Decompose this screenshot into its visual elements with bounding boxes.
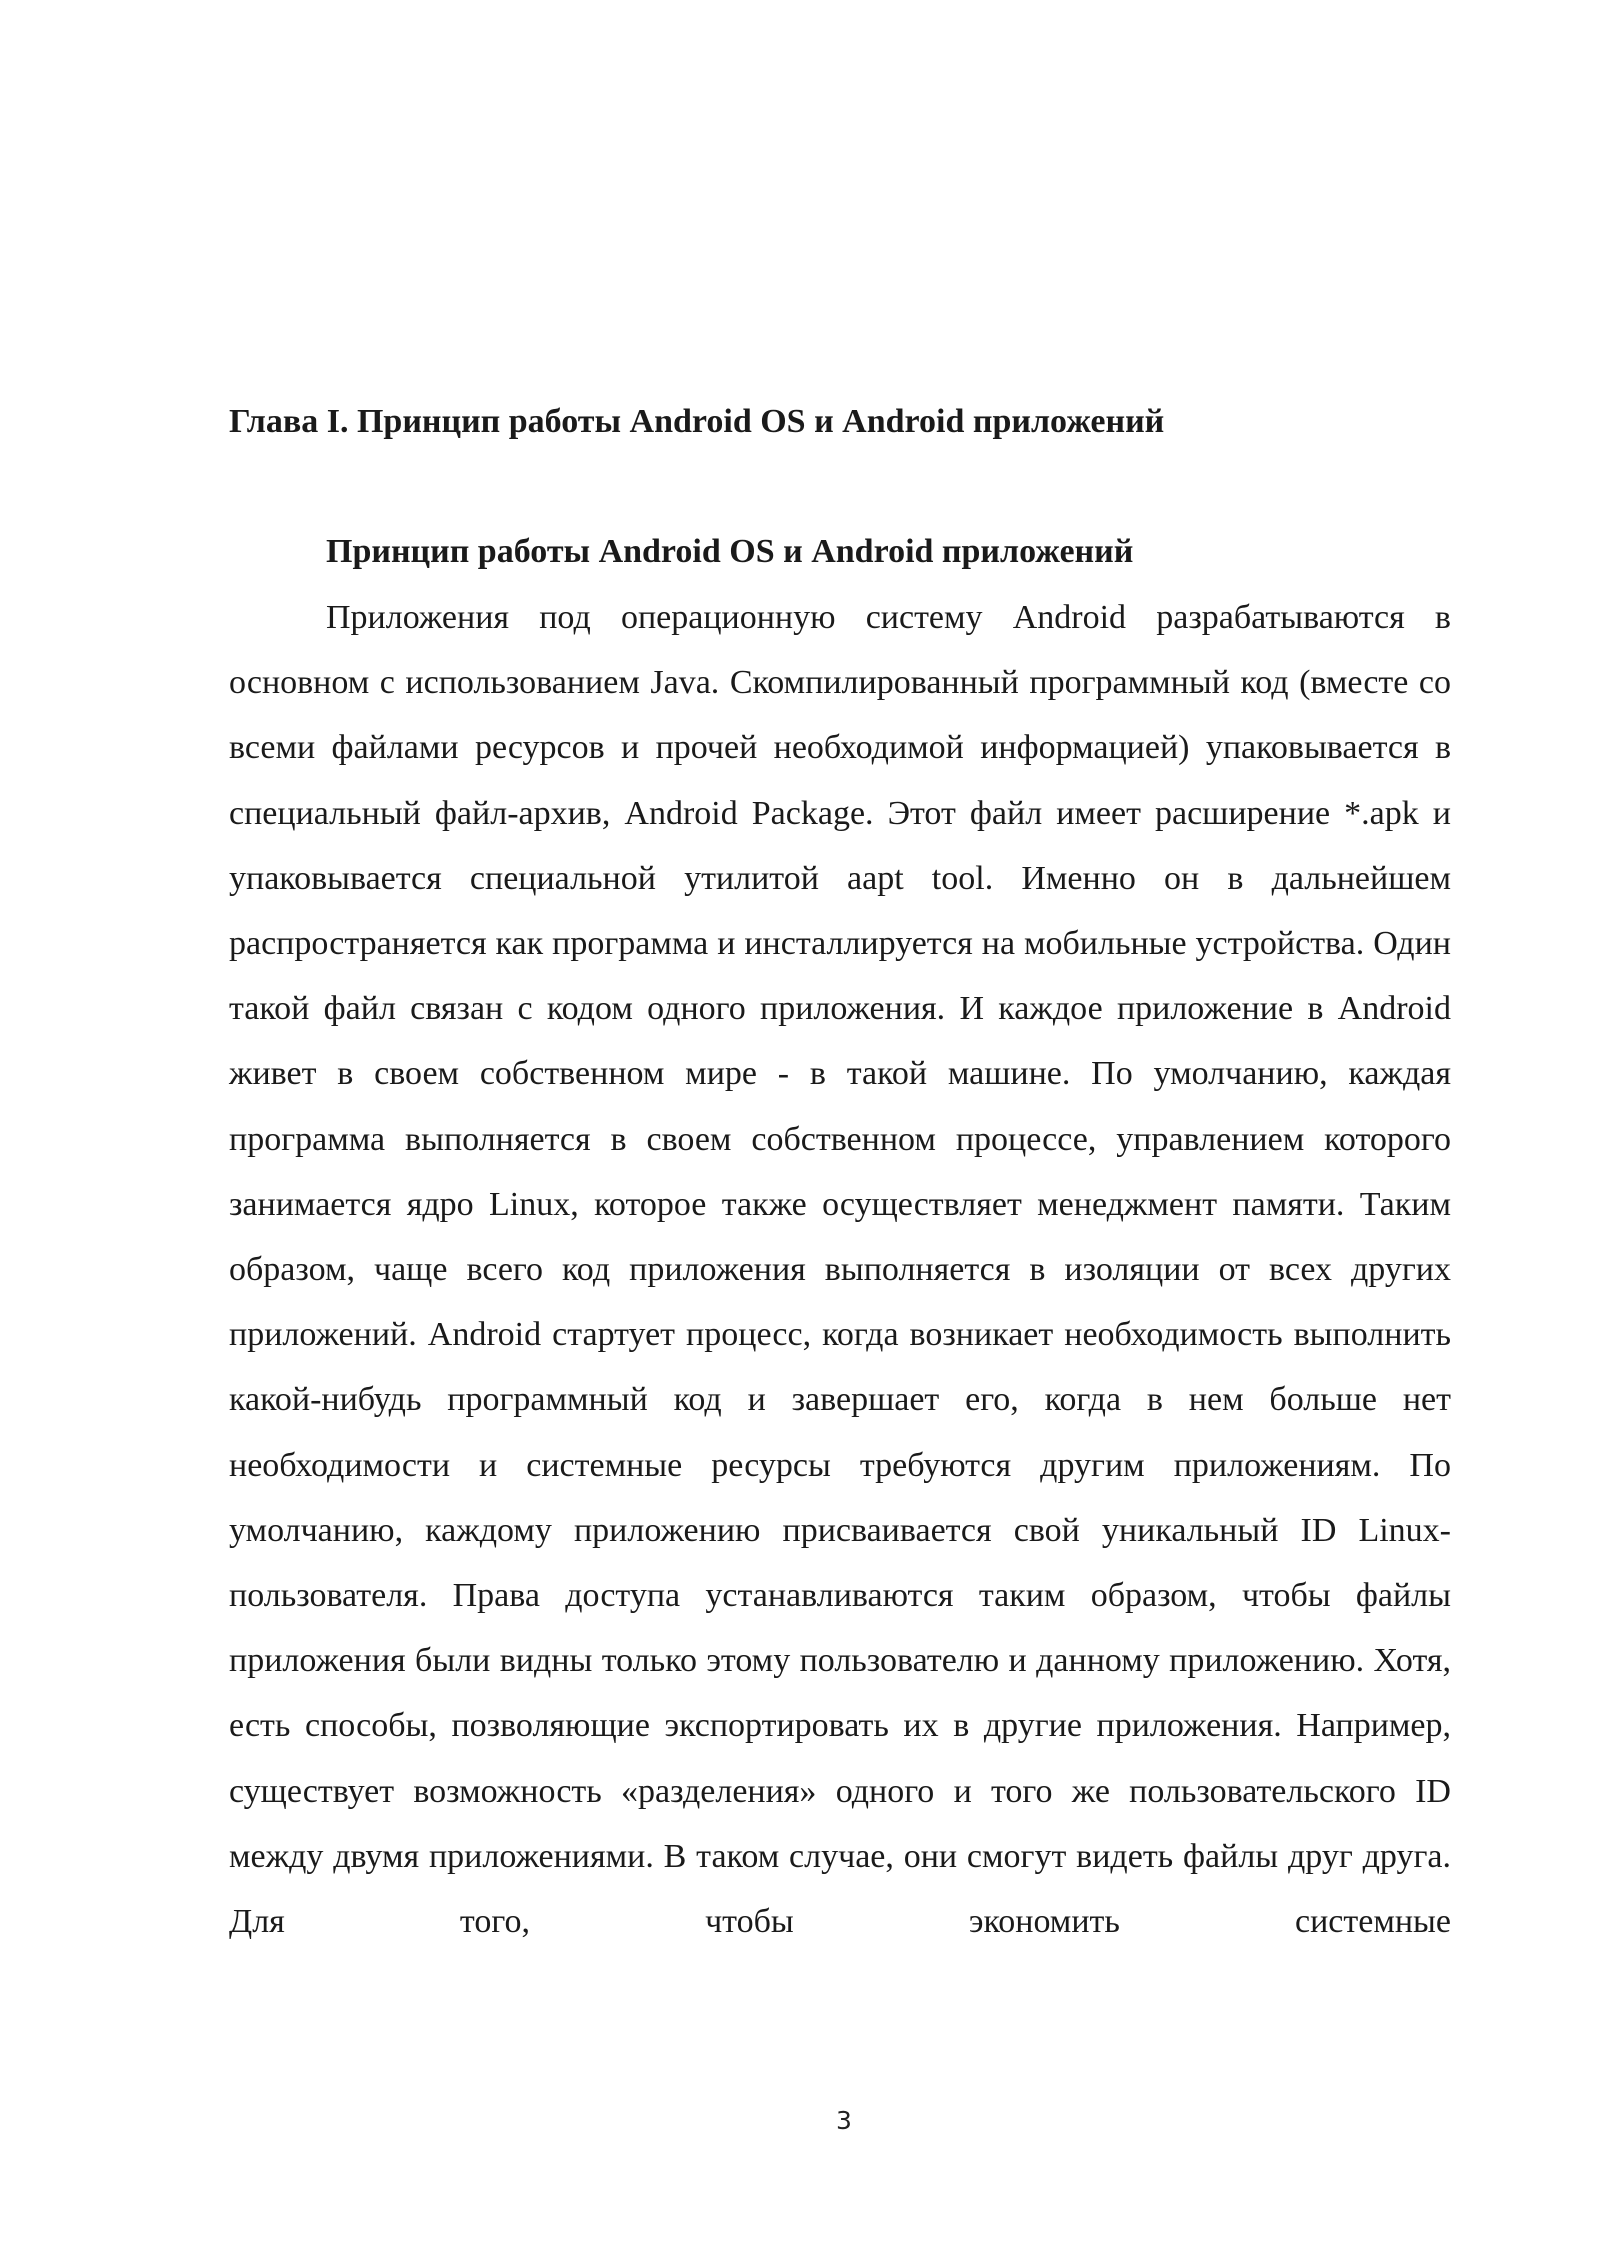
page-number: 3 [836,2106,852,2135]
chapter-title: Глава I. Принцип работы Android OS и Android приложений [229,403,1165,440]
body-paragraph: Приложения под операционную систему Android разрабатываются в основном с использованием Java. Скомпилированный программный код (вместе со всеми файлами ресурсов и прочей необходимой информацией) упаковывается в специальный файл-архив, Android Package. Этот файл имеет расширение *.apk и упаковывается специальной утилитой aapt tool. Именно он в дальнейшем распространяется как программа и инсталлируется на мобильные устройства. Один такой файл связан с кодом одного приложения. И каждое приложение в Android живет в своем собственном мире - в такой машине. По умолчанию, каждая программа выполняется в своем собственном процессе, управлением которого занимается ядро Linux, которое также осуществляет менеджмент памяти. Таким образом, чаще всего код приложения выполняется в изоляции от всех других приложений. Android стартует процесс, когда возникает необходимость выполнить какой-нибудь программный код и завершает его, когда в нем больше нет необходимости и системные ресурсы требуются другим приложениям. По умолчанию, каждому приложению присваивается свой уникальный ID Linux-пользователя. Права доступа устанавливаются таким образом, чтобы файлы приложения были видны только этому пользователю и данному приложению. Хотя, есть способы, позволяющие экспортировать их в другие приложения. Например, существует возможность «разделения» одного и того же пользовательского ID между двумя приложениями. В таком случае, они смогут видеть файлы друг друга. Для того, чтобы экономить системные [229,599,1451,1941]
section-title: Принцип работы Android OS и Android приложений [326,533,1134,570]
